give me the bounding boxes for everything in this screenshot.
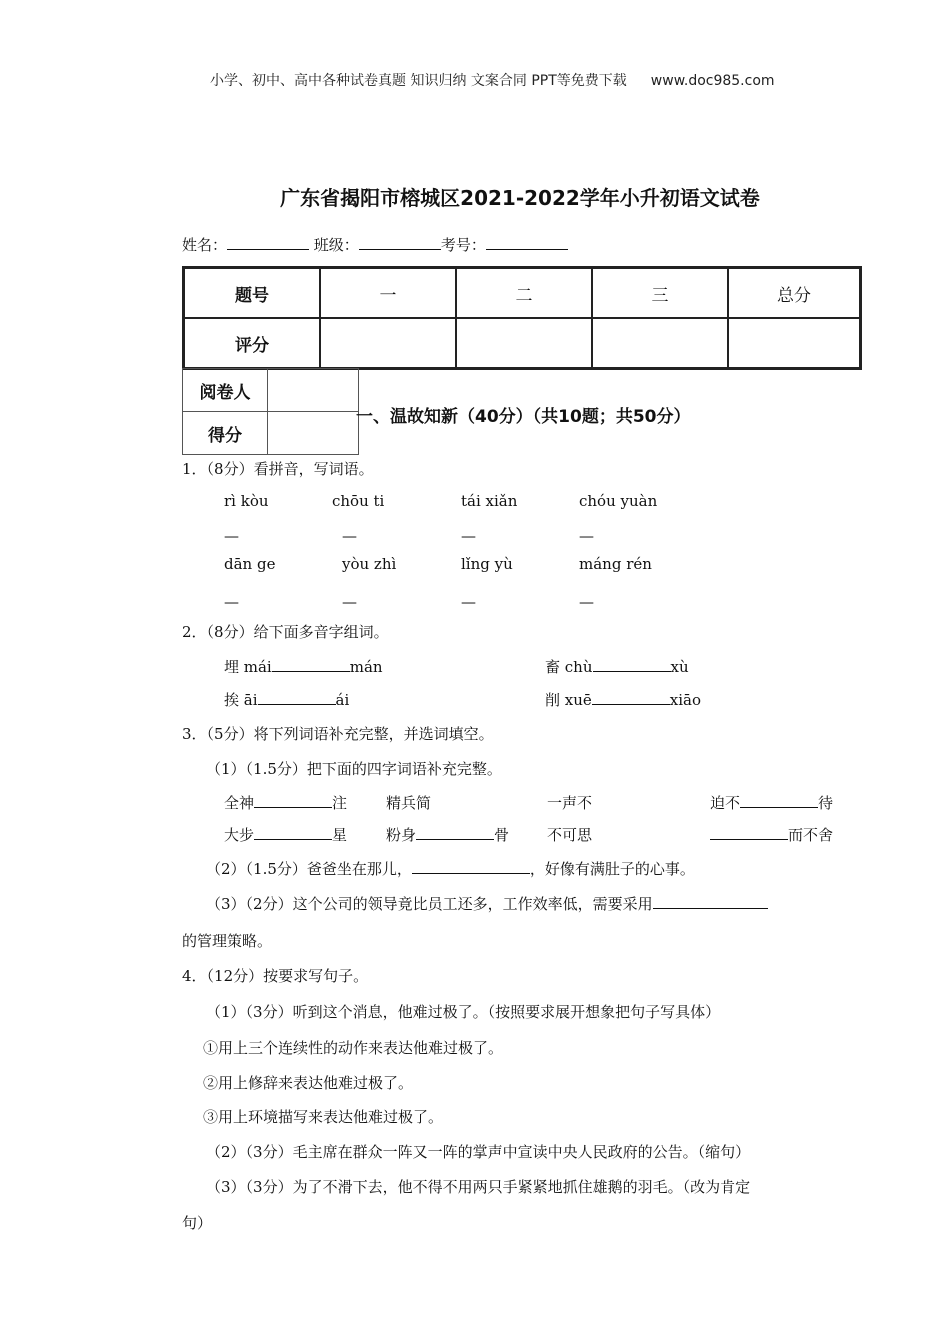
question-2-stem: 2．（8分）给下面多音字组词。 [182, 623, 389, 641]
question-4-stem: 4．（12分）按要求写句子。 [182, 967, 369, 985]
answer-dash[interactable]: — [224, 593, 239, 611]
score-header-cell: 二 [456, 268, 592, 318]
question-4-sub3: （3）（3分）为了不滑下去，他不得不用两只手紧紧地抓住雄鹅的羽毛。（改为肯定 [206, 1178, 751, 1196]
polyphone-left: 挨 āi [224, 691, 258, 709]
idiom-post: 星 [332, 826, 348, 844]
score-table-row [184, 268, 860, 318]
idiom-item [547, 792, 592, 813]
question-3-sub2 [206, 858, 695, 879]
answer-dash[interactable]: — [461, 593, 476, 611]
answer-dash[interactable]: — [579, 527, 594, 545]
answer-dash[interactable]: — [342, 593, 357, 611]
exam-title: 广东省揭阳市榕城区2021-2022学年小升初语文试卷 [280, 186, 760, 210]
idiom-pre: 精兵简 [386, 794, 432, 812]
score-header-cell: 三 [592, 268, 728, 318]
idiom-post: 待 [818, 794, 834, 812]
pinyin-item: chóu yuàn [579, 492, 658, 510]
requirement-item: ①用上三个连续性的动作来表达他难过极了。 [203, 1039, 504, 1057]
answer-dash[interactable]: — [224, 527, 239, 545]
answer-dash[interactable]: — [461, 527, 476, 545]
score-header-cell: 总分 [728, 268, 860, 318]
idiom-item [547, 824, 592, 845]
polyphone-item [545, 689, 701, 710]
student-info [182, 234, 568, 255]
pinyin-item: lǐng yù [461, 555, 513, 573]
grader-score-cell[interactable] [268, 412, 359, 455]
score-table-row [184, 318, 860, 368]
polyphone-left: 埋 mái [224, 658, 272, 676]
requirement-item: ②用上修辞来表达他难过极了。 [203, 1074, 414, 1092]
idiom-item [224, 824, 347, 845]
score-cell[interactable] [320, 318, 456, 368]
idiom-post: 骨 [494, 826, 510, 844]
question-4-sub1: （1）（3分）听到这个消息，他难过极了。（按照要求展开想象把句子写具体） [206, 1003, 721, 1021]
number-label: 考号： [440, 236, 486, 254]
idiom-item [710, 792, 833, 813]
idiom-item [386, 824, 509, 845]
idiom-pre: 粉身 [386, 826, 417, 844]
score-cell[interactable] [456, 318, 592, 368]
question-4-sub3-cont: 句） [182, 1214, 213, 1232]
answer-blank[interactable] [710, 838, 788, 840]
idiom-pre: 迫不 [710, 794, 741, 812]
pinyin-item: dān ge [224, 555, 276, 573]
class-label: 班级： [313, 236, 359, 254]
polyphone-left: 削 xuē [545, 691, 592, 709]
question-3-stem: 3．（5分）将下列词语补充完整，并选词填空。 [182, 725, 494, 743]
question-3-sub3-cont: 的管理策略。 [182, 932, 273, 950]
polyphone-item [224, 656, 383, 677]
polyphone-right: xù [670, 658, 689, 676]
pinyin-item: rì kòu [224, 492, 269, 510]
grader-table [182, 368, 359, 455]
idiom-post: 注 [332, 794, 348, 812]
answer-blank[interactable] [254, 806, 332, 808]
idiom-pre: 一声不 [547, 794, 593, 812]
idiom-pre: 大步 [224, 826, 255, 844]
answer-dash[interactable]: — [342, 527, 357, 545]
polyphone-right: ái [335, 691, 350, 709]
grader-score-label: 得分 [183, 412, 268, 455]
grader-label: 阅卷人 [183, 369, 268, 412]
score-header-cell: 一 [320, 268, 456, 318]
idiom-item [224, 792, 347, 813]
idiom-item [386, 792, 431, 813]
answer-blank[interactable] [653, 907, 768, 909]
class-blank[interactable] [359, 248, 441, 250]
polyphone-item [545, 656, 689, 677]
score-cell[interactable] [592, 318, 728, 368]
name-blank[interactable] [227, 248, 309, 250]
answer-dash[interactable]: — [579, 593, 594, 611]
score-header-cell: 题号 [184, 268, 320, 318]
question-4-sub2: （2）（3分）毛主席在群众一阵又一阵的掌声中宣读中央人民政府的公告。（缩句） [206, 1143, 751, 1161]
section-heading: 一、温故知新（40分）（共10题；共50分） [356, 407, 691, 427]
idiom-item [710, 824, 833, 845]
idiom-post: 而不舍 [788, 826, 834, 844]
requirement-item: ③用上环境描写来表达他难过极了。 [203, 1108, 444, 1126]
sub2-pre: （2）（1.5分）爸爸坐在那儿， [206, 860, 412, 878]
pinyin-item: máng rén [579, 555, 652, 573]
page-header [210, 70, 775, 90]
answer-blank[interactable] [254, 838, 332, 840]
question-3-sub3 [206, 893, 768, 914]
idiom-pre: 全神 [224, 794, 255, 812]
polyphone-left: 畜 chù [545, 658, 593, 676]
pinyin-item: yòu zhì [342, 555, 397, 573]
polyphone-right: xiāo [669, 691, 701, 709]
answer-blank[interactable] [272, 670, 350, 672]
question-1-stem: 1．（8分）看拼音，写词语。 [182, 460, 374, 478]
pinyin-item: chōu ti [332, 492, 385, 510]
name-label: 姓名： [182, 236, 228, 254]
answer-blank[interactable] [416, 838, 494, 840]
polyphone-right: mán [349, 658, 383, 676]
header-text: 小学、初中、高中各种试卷真题 知识归纳 文案合同 PPT等免费下载 [210, 73, 627, 89]
score-cell[interactable] [728, 318, 860, 368]
answer-blank[interactable] [592, 703, 670, 705]
question-3-sub1: （1）（1.5分）把下面的四字词语补充完整。 [206, 760, 502, 778]
idiom-pre: 不可思 [547, 826, 593, 844]
number-blank[interactable] [486, 248, 568, 250]
sub3-pre: （3）（2分）这个公司的领导竟比员工还多，工作效率低，需要采用 [206, 895, 653, 913]
grader-cell[interactable] [268, 369, 359, 412]
score-table [182, 266, 862, 370]
header-url[interactable]: www.doc985.com [650, 73, 775, 89]
pinyin-item: tái xiǎn [461, 492, 518, 510]
answer-blank[interactable] [740, 806, 818, 808]
answer-blank[interactable] [258, 703, 336, 705]
sub2-post: ，好像有满肚子的心事。 [529, 860, 695, 878]
score-row-label: 评分 [184, 318, 320, 368]
polyphone-item [224, 689, 349, 710]
answer-blank[interactable] [412, 872, 530, 874]
answer-blank[interactable] [593, 670, 671, 672]
